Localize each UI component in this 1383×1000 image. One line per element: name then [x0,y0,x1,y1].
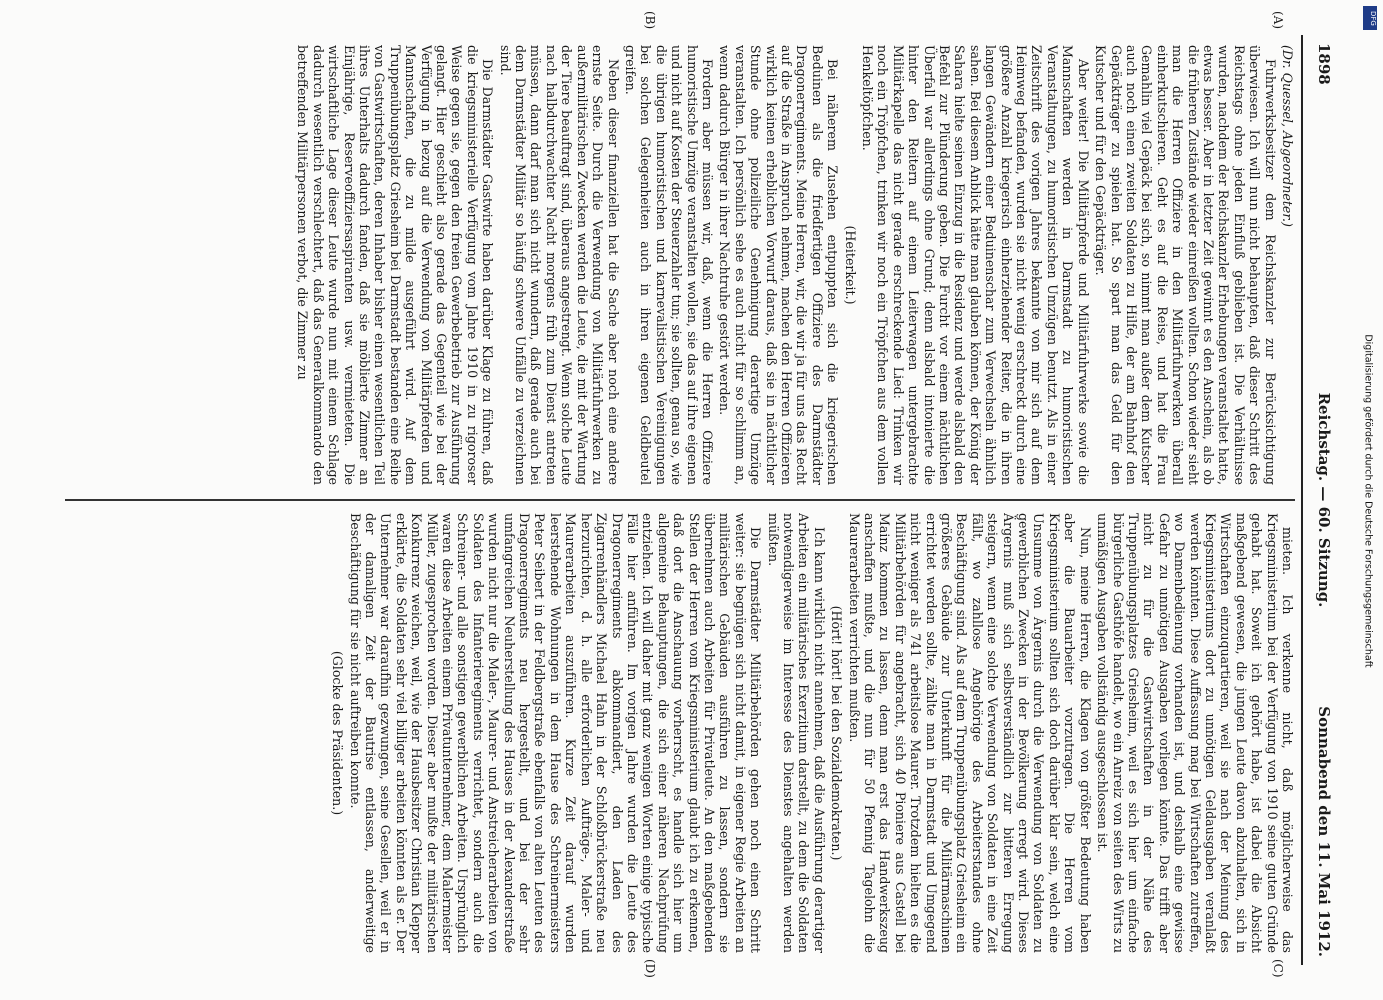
right-column-paragraph: Die Darmstädter Militärbehörden gehen noch einen Schritt weiter: sie begnügen sich nicht damit, in eigener Regie Arbeiten an militärischen Gebäuden ausführen zu lassen, sondern sie übernehmen auch Arbeiten für Privatleute. An den maßgebenden Stellen der Herren vom Kriegsministerium glaubt ich zu erkennen, daß dort die Anschauung vorherrscht, es handle sich hier um allgemeine Behauptungen, die sich einer näheren Nachprüfung entziehen. Ich will daher mit ganz wenigen Worten einige typische Fälle hier anführen. Im vorigen Jahre wurden die Leute des Dragonerregiments abkommandiert, den Laden des Zigarrenhändlers Michael Hahn in der Schloßbrückerstraße neu herzurichten, d. h. alle erforderlichen Aufträge-, Maler- und Maurerarbeiten auszuführen. Kurze Zeit darauf wurden leerstehende Wohnungen in dem Hause des Schreinermeisters Peter Seibert in der Feldbergstraße ebenfalls von alten Leuten des Dragonerregiments neu hergestellt, und bei der sehr umfangreichen Neuherstellung des Hauses in der Alexanderstraße wurden nicht nur die Maler-, Maurer- und Anstreicherarbeiten von Soldaten des Infanterieregiments verrichtet, sondern auch die Schreiner- und alle sonstigen gewerblichen Arbeiten. Ursprünglich waren diese Arbeiten einem Privatunternehmer, dem Malermeister Müller, zugesprochen worden. Dieser aber mußte der militärischen Konkurrenz weichen, weil, wie der Hausbesitzer Christian Klepper erklärte, die Soldaten sehr viel billiger arbeiten könnten als er. Der Unternehmer war daraufhin gezwungen, seine Gesellen, weil er in der damaligen Zeit der Bautrise entlassen, anderweitige Beschäftigung für sie nicht auftreiben konnte. [347,513,763,953]
left-column-paragraph: (Dr. Quessel, Abgeordneter.) [1279,45,1295,227]
margin-marker-b: (B) [642,11,657,30]
header-rule [1301,35,1303,965]
left-column-paragraph: Bei näherem Zusehen entpuppten sich die kriegerischen Beduinen als die friedfertigen Offiziere des Darmstädter Dragonerregiments. Meine Herren, wir, die wir ja für uns das Recht auf die Straße in Anspruch nehmen, machen den Herren Offizieren wirklich keinen erheblichen Vorwurf daraus, daß sie in nächtlicher Stunde ohne polizeiliche Genehmigung derartige Umzüge veranstalten. Ich persönlich sehe es auch nicht für so schlimm an, wenn dadurch Bürger in ihrer Nachtruhe gestört werden. [716,45,840,485]
page-header [1307,35,1337,965]
rotated-page-content [47,11,1337,978]
left-column-paragraph: Fordern aber müssen wir, daß, wenn die Herren Offiziere humoristische Umzüge veranstalten wollen, sie das auf ihre eigenen und nicht auf Kosten der Steuerzahler tun; sie sollten, genau so, wie die übrigen humoristischen und karnevalistischen Vereinigungen bei solchen Gelegenheiten auch in ihren eigenen Geldbeutel greifen. [622,45,715,485]
session-title: Reichstag. — 60. Sitzung. [1314,392,1333,608]
digitization-credit [1357,6,1379,996]
credit-text: Digitalisierung gefördert durch die Deutsche Forschungsgemeinschaft [1362,334,1374,668]
right-column-paragraph: Ich kann wirklich nicht annehmen, daß die Ausführung derartiger Arbeiten ein militärisches Exerzitium darstellt, zu dem die Soldaten notwendigerweise im Interesse des Dienstes angehalten werden müßten. [765,513,827,953]
margin-marker-c: (C) [1270,959,1285,978]
dfg-logo: DFG [1363,6,1377,30]
right-column [65,513,1295,953]
left-column-paragraph: Neben dieser finanziellen hat die Sache aber noch eine andere ernste Seite. Durch die Verwendung von Militärfuhrwerken zu außermilitärischen Zwecken werden die Leute, die mit der Wartung der Tiere beauftragt sind, überaus angestrengt. Wenn solche Leute nach halbdurchwachter Nacht morgens früh zum Dienst antreten müssen, dann darf man sich nicht wundern, daß gerade auch bei dem Darmstädter Militär so häufig schwere Unfälle zu verzeichnen sind. [497,45,621,485]
left-column [65,45,1295,485]
right-column-paragraph: (Hört! hört! bei den Sozialdemokraten.) [828,605,844,861]
left-column-paragraph: Aber weiter! Die Militärpferde und Militärfuhrwerke sowie die Mannschaften werden in Darmstadt zu humoristischen Veranstaltungen, zu humoristischen Umzügen benutzt. Als in einer Zeitschrift des vorigen Jahres bekannte von mir sich auf dem Heimweg befanden, wurden sie nicht wenig erschreckt durch eine größere Anzahl kriegerisch einherziehender Reiter, die in ihren langen Gewändern einer Beduinenschar zum Verwechseln ähnlich sahen. Bei diesem Anblick hätte man glauben können, der König der Sahara hielte seinen Einzug in die Residenz und werde alsbald den Befehl zur Plünderung geben. Die Furcht vor einem nächtlichen Überfall war allerdings ohne Grund; denn alsbald intonierte die hinter den Reitern auf einem Leiterwagen untergebrachte Militärkapelle das nicht gerade erschreckende Lied: Trinken wir noch ein Tröpfchen, trinken wir noch ein Tröpfchen aus dem vollen Henkeltöpfchen. [859,45,1091,485]
session-date: Sonnabend den 11. Mai 1912. [1314,706,1333,957]
margin-marker-a: (A) [1270,11,1285,30]
right-column-paragraph: Nun, meine Herren, die Klagen von größter Bedeutung haben aber die Bauarbeiter vorzutragen. Die Herren vom Kriegsministerium sollten sich doch darüber klar sein, welch eine Unsumme von Ärgernis durch die Verwendung von Soldaten zu gewerblichen Zwecken in der Bevölkerung erregt wird. Dieses Ärgernis muß sich selbstverständlich zur bitteren Erregung steigern, wenn eine solche Verwendung von Soldaten in eine Zeit fällt, wo zahllose Angehörige des Arbeiterstandes ohne Beschäftigung sind. Als auf dem Truppenübungsplatz Griesheim ein größeres Gebäude zur Unterkunft für die Militärmaschinen errichtet werden sollte, zählte man in Darmstadt und Umgegend nicht weniger als 741 arbeitslose Maurer. Trotzdem hielten es die Militärbehörden für angebracht, sich 40 Pioniere aus Castell bei Mainz kommen zu lassen, denn man erst das Handwerkszeug anschaffen mußte, und die nun für 50 Pfennig Tagelohn die Maurerarbeiten verrichten mußten. [846,513,1093,953]
right-column-paragraph: (Glocke des Präsidenten.) [329,650,345,816]
page-number: 1898 [1314,43,1333,85]
left-column-paragraph: (Heiterkeit.) [842,225,858,305]
left-column-paragraph: Die Darmstädter Gastwirte haben darüber Klage zu führen, daß die kriegsministerielle Verfügung vom Jahre 1910 in zu rigoroser Weise gegen sie, gegen den freien Gewerbebetrieb zur Ausführung gelangt. Hier geschieht also gerade das Gegenteil wie bei der Verfügung in bezug auf die Verwendung von Militärpferden und Mannschaften, die zu milde ausgeführt wird. Auf dem Truppenübungsplatz Griesheim bei Darmstadt bestanden eine Reihe von Gastwirtschaften, deren Inhaber bisher einen wesentlichen Teil ihres Unterhalts dadurch fanden, daß sie möblierte Zimmer an Einjährige, Reserveoffiziersaspiranten usw. vermieteten. Die wirtschaftliche Lage dieser Leute wurde nun mit einem Schlage dadurch wesentlich verschlechtert, daß das Generalkommando den betreffenden Militärpersonen verbot, die Zimmer zu [294,45,495,485]
margin-marker-d: (D) [642,959,657,978]
column-divider [65,499,1295,501]
left-column-paragraph: Fuhrwerksbesitzer dem Reichskanzler zur Berücksichtigung überwiesen. Ich will nun nicht behaupten, daß dieser Schritt des Reichstags ohne jeden Einfluß geblieben ist. Die Verhältnisse wurden, nachdem der Reichskanzler Erhebungen veranstaltet hatte, etwas besser. Aber in letzter Zeit gewinnt es den Anschein, als ob die früheren Zustände wieder einreißen wollten. Schon wieder sieht man die Herren Offiziere in den Militärfuhrwerken überall einherkutschieren. Geht es auf die Reise, und hat die Frau Gemahlin viel Gepäck bei sich, so nimmt man außer dem Kutscher auch noch einen zweiten Soldaten zu Hilfe, der am Bahnhof den Gepäckträger zu spielen hat. So spart man das Geld für den Kutscher und für den Gepäckträger. [1092,45,1278,485]
right-column-paragraph: mieten. Ich verkenne nicht, daß möglicherweise das Kriegsministerium bei der Verfügung von 1910 seine guten Gründe gehabt hat. Soweit ich gehört habe, ist dabei die Absicht maßgebend gewesen, die jungen Leute davon abzuhalten, sich in Wirtschaften einzuquartieren, weil sie nach der Meinung des Kriegsministeriums dort zu unnötigen Geldausgaben veranlaßt werden könnten. Diese Auffassung mag bei Wirtschaften zutreffen, wo Damenbedienung vorhanden ist, und deshalb eine gewisse Gefahr zu unnötigen Ausgaben vorliegen könnte. Das trifft aber nicht zu für die Gastwirtschaften in der Nähe des Truppenübungsplatzes Griesheim, weil es sich hier um einfache bürgerliche Gasthöfe handelt, wo ein Anreiz von seiten des Wirts zu unmäßigen Ausgaben vollständig ausgeschlossen ist. [1094,513,1295,953]
